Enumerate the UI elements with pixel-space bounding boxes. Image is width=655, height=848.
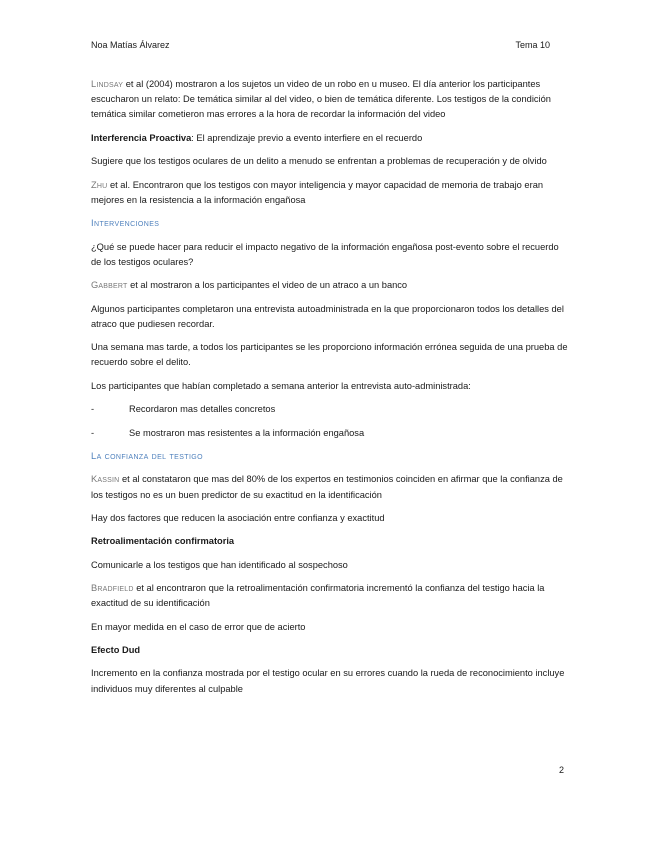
list-dash: - bbox=[91, 427, 95, 438]
paragraph-lindsay bbox=[91, 77, 571, 123]
page-header bbox=[91, 40, 550, 54]
paragraph-text: Una semana mas tarde, a todos los participantes se les proporciono información errónea seguida de una prueba de recuerdo sobre el delito. bbox=[91, 342, 568, 368]
page-number: 2 bbox=[558, 765, 564, 775]
author-ref: Kassin bbox=[91, 474, 120, 485]
paragraph-text: Hay dos factores que reducen la asociación entre confianza y exactitud bbox=[91, 512, 385, 523]
paragraph-text: : El aprendizaje previo a evento interfiere en el recuerdo bbox=[191, 132, 423, 143]
term-bold: Interferencia Proactiva bbox=[91, 132, 192, 143]
paragraph-text: et al (2004) mostraron a los sujetos un video de un robo en u museo. El día anterior los participantes escucharon un relato: De temática similar al del video, o bien de temática diferente. Los testigos de la condición temática similar cometieron mas errores a la hora de recordar la información del video bbox=[91, 79, 551, 120]
subheading-retroalimentacion: Retroalimentación confirmatoria bbox=[91, 536, 235, 547]
section-heading-intervenciones: Intervenciones bbox=[91, 218, 160, 229]
list-item bbox=[91, 426, 571, 441]
paragraph-text: Comunicarle a los testigos que han identificado al sospechoso bbox=[91, 559, 348, 570]
author-ref: Lindsay bbox=[91, 79, 124, 89]
paragraph-text: et al. Encontraron que los testigos con mayor inteligencia y mayor capacidad de memoria de trabajo eran mejores en la resistencia a la información engañosa bbox=[91, 179, 544, 205]
paragraph-text: Los participantes que habían completado a semana anterior la entrevista auto-administrada: bbox=[91, 380, 471, 391]
list-dash: - bbox=[91, 404, 95, 415]
paragraph-text: Algunos participantes completaron una entrevista autoadministrada en la que proporcionaron todos los detalles del atraco que pudiesen recordar. bbox=[91, 303, 564, 329]
paragraph-gabbert bbox=[91, 278, 571, 293]
paragraph-text: ¿Qué se puede hacer para reducir el impacto negativo de la información engañosa post-evento sobre el recuerdo de los testigos oculares? bbox=[91, 241, 559, 267]
paragraph-kassin bbox=[91, 472, 571, 502]
paragraph-text: Sugiere que los testigos oculares de un delito a menudo se enfrentan a problemas de recuperación y de olvido bbox=[91, 156, 547, 167]
list-item bbox=[91, 402, 571, 417]
subheading-efecto-dud: Efecto Dud bbox=[91, 645, 141, 656]
topic-label: Tema 10 bbox=[515, 40, 550, 50]
paragraph-bradfield bbox=[91, 581, 571, 611]
author-name: Noa Matías Álvarez bbox=[91, 40, 170, 50]
paragraph-text: Incremento en la confianza mostrada por el testigo ocular en su errores cuando la rueda de reconocimiento incluye individuos muy diferentes al culpable bbox=[91, 668, 565, 694]
list-item-text: Recordaron mas detalles concretos bbox=[129, 404, 276, 415]
author-ref: Bradfield bbox=[91, 583, 134, 594]
author-ref: Zhu bbox=[91, 179, 108, 190]
paragraph-zhu bbox=[91, 178, 571, 208]
section-heading-confianza: La confianza del testigo bbox=[91, 450, 203, 461]
document-body bbox=[91, 77, 571, 705]
paragraph-interferencia bbox=[91, 131, 571, 146]
author-ref: Gabbert bbox=[91, 280, 128, 291]
paragraph-text: et al mostraron a los participantes el video de un atraco a un banco bbox=[127, 280, 408, 291]
paragraph-text: et al encontraron que la retroalimentación confirmatoria incrementó la confianza del testigo hacia la exactitud de su identificación bbox=[91, 583, 545, 609]
paragraph-text: et al constataron que mas del 80% de los expertos en testimonios coinciden en afirmar que la confianza de los testigos no es un buen predictor de su exactitud en la identificación bbox=[91, 474, 563, 500]
paragraph-text: En mayor medida en el caso de error que de acierto bbox=[91, 621, 306, 632]
list-item-text: Se mostraron mas resistentes a la información engañosa bbox=[129, 427, 365, 438]
